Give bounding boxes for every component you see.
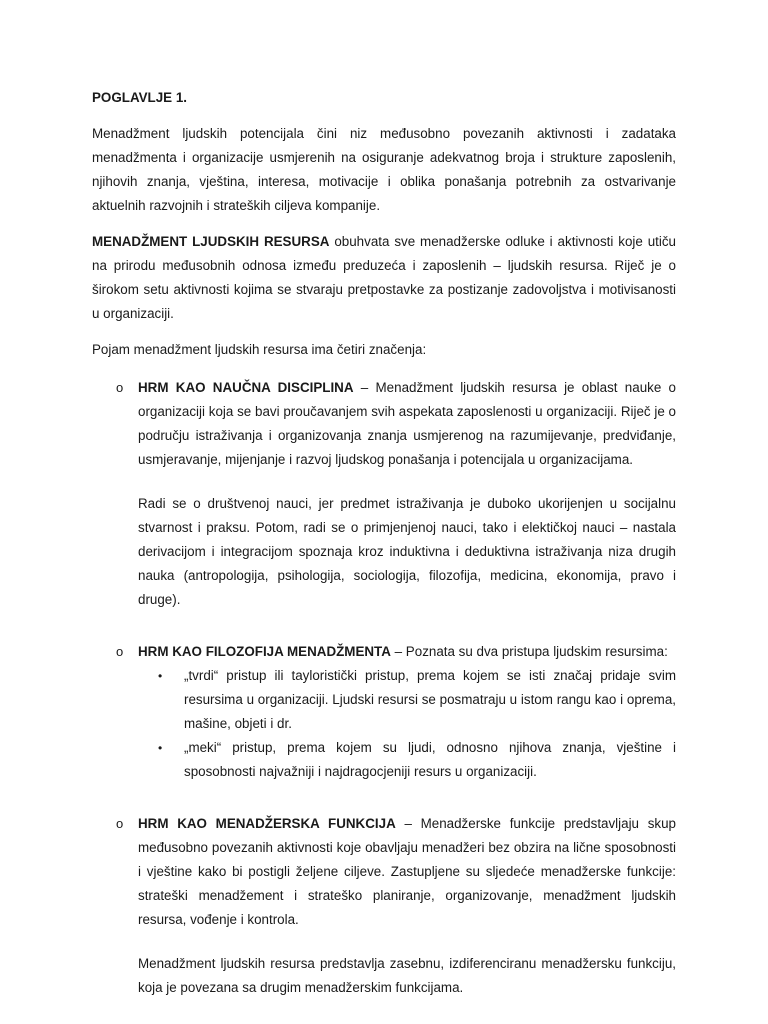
list-item-paragraph bbox=[138, 640, 676, 664]
chapter-title: POGLAVLJE 1. bbox=[92, 90, 187, 105]
list-item-title: HRM KAO MENADŽERSKA FUNKCIJA bbox=[138, 816, 396, 831]
list-item-title: HRM KAO NAUČNA DISCIPLINA bbox=[138, 380, 354, 395]
list-item bbox=[92, 640, 676, 784]
list-item bbox=[92, 812, 676, 1000]
list-item-paragraph-2: Menadžment ljudskih resursa predstavlja zasebnu, izdiferenciranu menadžersku funkciju, koja je povezana sa drugim menadžerskim funkcijama. bbox=[138, 956, 676, 995]
sub-list bbox=[138, 664, 676, 784]
list-item bbox=[92, 376, 676, 612]
spacer bbox=[92, 784, 676, 800]
bullet-icon: • bbox=[158, 669, 163, 683]
hrm-definition-paragraph bbox=[92, 230, 676, 326]
sub-list-item bbox=[138, 736, 676, 784]
list-item-paragraph-2: Radi se o društvenoj nauci, jer predmet istraživanja je duboko ukorijenjen u socijalnu stvarnost i praksu. Potom, radi se o primjenjenoj nauci, tako i elektičkoj nauci – nastala derivacijom i integracijom spoznaja kroz induktivna i deduktivna istraživanja niza drugih nauka (antropologija, psihologija, sociologija, filozofija, medicina, ekonomija, pravo i druge). bbox=[138, 496, 676, 607]
spacer bbox=[92, 612, 676, 628]
sub-list-item-text: „meki“ pristup, prema kojem su ljudi, odnosno njihova znanja, vještine i sposobnosti najvažniji i najdragocjeniji resurs u organizaciji. bbox=[184, 740, 676, 779]
meanings-intro: Pojam menadžment ljudskih resursa ima četiri značenja: bbox=[92, 342, 427, 357]
list-marker: o bbox=[116, 644, 124, 659]
sub-list-item bbox=[138, 664, 676, 736]
list-item-paragraph bbox=[138, 376, 676, 472]
list-item-title: HRM KAO FILOZOFIJA MENADŽMENTA bbox=[138, 644, 391, 659]
list-marker: o bbox=[116, 380, 124, 395]
intro-paragraph: Menadžment ljudskih potencijala čini niz međusobno povezanih aktivnosti i zadataka menadžmenta i organizacije usmjerenih na osiguranje adekvatnog broja i strukture zaposlenih, njihovih znanja, vještina, interesa, motivacije i oblika ponašanja potrebnih za ostvarivanje aktuelnih razvojnih i strateških ciljeva kompanije. bbox=[92, 126, 676, 213]
list-item-text: – Menadžerske funkcije predstavljaju skup međusobno povezanih aktivnosti koje obavljaju menadžeri bez obzira na lične sposobnosti i vještine kako bi postigli željene ciljeve. Zastupljene su sljedeće menadžerske funkcije: strateški menadžement i strateško planiranje, organizovanje, menadžment ljudskih resursa, vođenje i kontrola. bbox=[138, 816, 676, 927]
sub-list-item-text: „tvrdi“ pristup ili tayloristički pristup, prema kojem se isti značaj pridaje svim resursima u organizaciji. Ljudski resursi se posmatraju u istom rangu kao i oprema, mašine, objeti i dr. bbox=[184, 668, 676, 731]
list-item-text: – Menadžment ljudskih resursa je oblast nauke o organizaciji koja se bavi proučavanjem svih aspekata zaposlenosti u organizaciji. Riječ je o području istraživanja i organizovanja znanja usmjerenog na razumijevanje, predviđanje, usmjeravanje, mijenjanje i razvoj ljudskog ponašanja i potencijala u organizacijama. bbox=[138, 380, 677, 467]
list-item-paragraph bbox=[138, 812, 676, 932]
list-item-text: – Poznata su dva pristupa ljudskim resursima: bbox=[390, 644, 668, 659]
list-marker: o bbox=[116, 816, 124, 831]
document-body bbox=[92, 86, 676, 1000]
hrm-term: MENADŽMENT LJUDSKIH RESURSA bbox=[92, 234, 330, 249]
hrm-definition-text: obuhvata sve menadžerske odluke i aktivnosti koje utiču na prirodu međusobnih odnosa između preduzeća i zaposlenih – ljudskih resursa. Riječ je o širokom setu aktivnosti kojima se stvaraju pretpostavke za postizanje zadovoljstva i motivisanosti u organizaciji. bbox=[92, 234, 676, 321]
bullet-icon: • bbox=[158, 741, 163, 755]
